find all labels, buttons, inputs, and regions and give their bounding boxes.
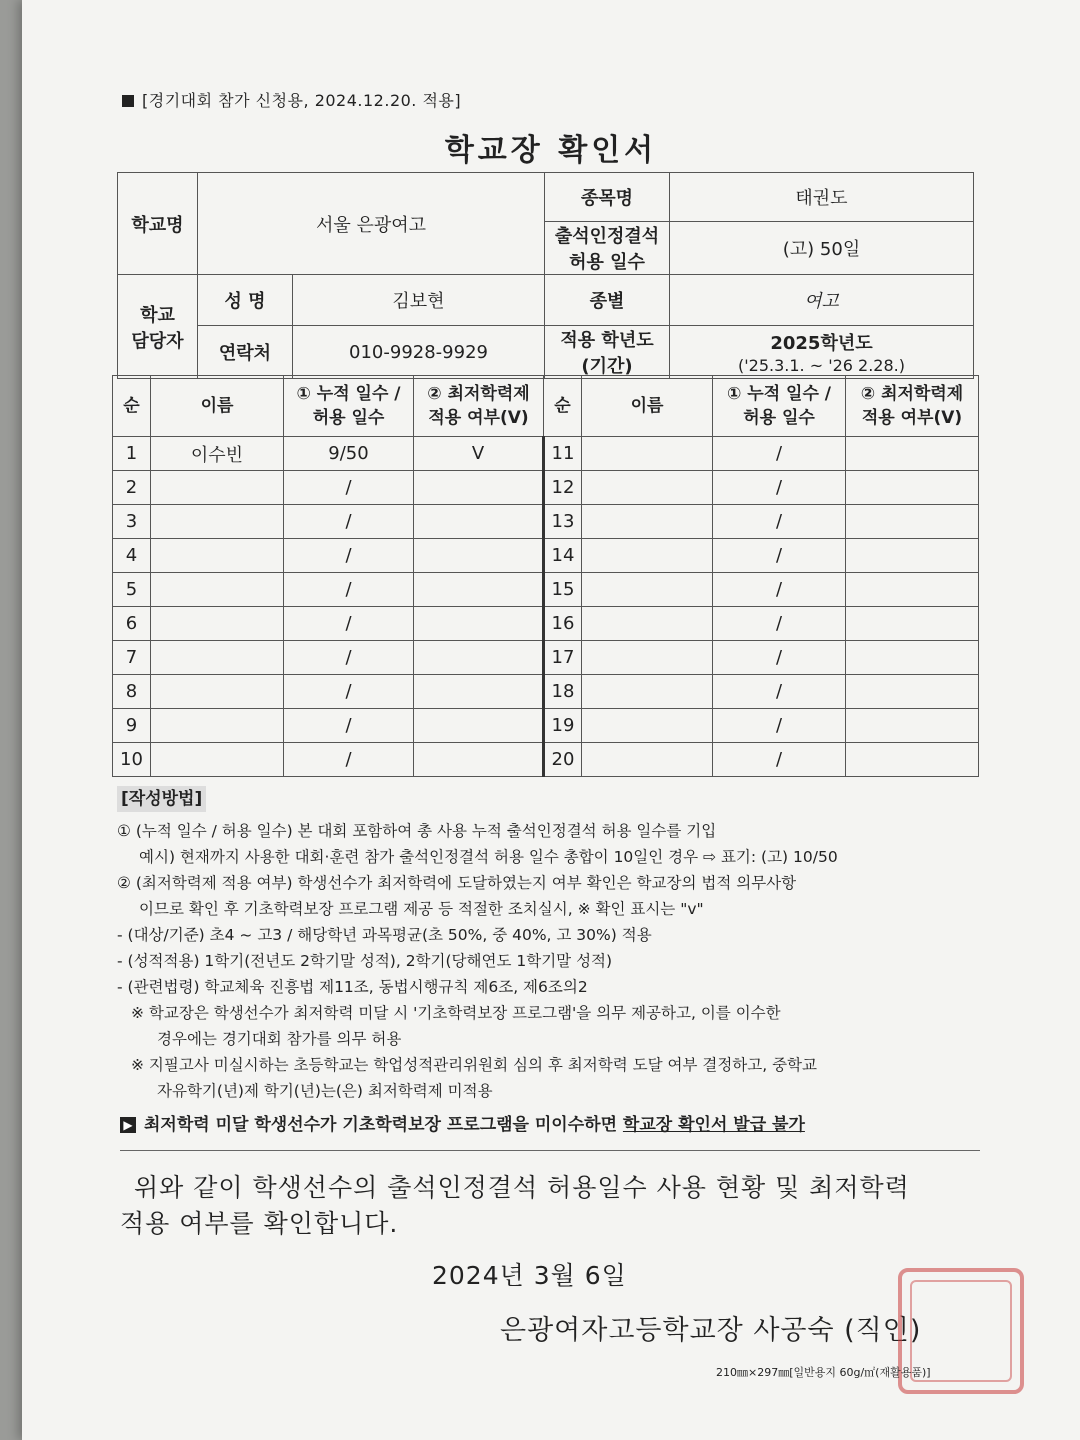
table-row	[113, 743, 979, 777]
row-days-2: /	[713, 539, 846, 573]
row-name-2	[582, 539, 713, 573]
row-days: /	[284, 539, 414, 573]
row-min-2	[846, 607, 979, 641]
note-target: - (대상/기준) 초4 ~ 고3 / 해당학년 과목평균(초 50%, 중 40%, 고 30%) 적용	[117, 926, 652, 944]
row-days: /	[284, 709, 414, 743]
header-min-2	[846, 376, 979, 437]
issue-date: 2024년 3월 6일	[432, 1261, 627, 1290]
header-min2-line2: 적용 여부(V)	[861, 408, 963, 428]
row-name	[151, 743, 284, 777]
row-no-2: 12	[544, 471, 582, 505]
row-min	[414, 641, 544, 675]
name-value: 김보현	[293, 275, 545, 326]
row-days: /	[284, 675, 414, 709]
contact-value: 010-9928-9929	[293, 326, 545, 379]
header-min-line2: 적용 여부(V)	[428, 408, 529, 428]
year-label-line2: (기간)	[581, 356, 633, 377]
row-no: 1	[113, 437, 151, 471]
row-days: /	[284, 573, 414, 607]
manager-label	[118, 275, 198, 379]
header-no-2: 순	[544, 376, 582, 437]
allowed-label-line1: 출석인정결석	[554, 226, 660, 247]
row-no: 3	[113, 505, 151, 539]
divider	[120, 1150, 980, 1151]
row-no-2: 13	[544, 505, 582, 539]
row-no: 9	[113, 709, 151, 743]
row-days-2: /	[713, 607, 846, 641]
row-no: 8	[113, 675, 151, 709]
year-value-line1: 2025학년도	[770, 332, 873, 354]
row-min	[414, 709, 544, 743]
row-min	[414, 573, 544, 607]
table-row	[113, 607, 979, 641]
school-label: 학교명	[118, 173, 198, 275]
header-min	[414, 376, 544, 437]
row-days: /	[284, 505, 414, 539]
document-page	[22, 0, 1080, 1440]
year-value	[670, 326, 974, 379]
table-row	[113, 471, 979, 505]
header-no: 순	[113, 376, 151, 437]
row-name	[151, 607, 284, 641]
row-days-2: /	[713, 641, 846, 675]
row-min-2	[846, 505, 979, 539]
row-no-2: 18	[544, 675, 582, 709]
note-elementary: ※ 지필고사 미실시하는 초등학교는 학업성적관리위원회 심의 후 최저학력 도달 여부 결정하고, 중학교	[131, 1056, 818, 1074]
row-days-2: /	[713, 437, 846, 471]
sport-value: 태권도	[670, 173, 974, 222]
row-days-2: /	[713, 505, 846, 539]
note-1: ① (누적 일수 / 허용 일수) 본 대회 포함하여 총 사용 누적 출석인정결석 허용 일수를 기입	[117, 822, 717, 840]
row-name-2	[582, 607, 713, 641]
allowed-days-label	[545, 222, 670, 275]
note-2: ② (최저학력제 적용 여부) 학생선수가 최저학력에 도달하였는지 여부 확인은 학교장의 법적 의무사항	[117, 874, 797, 892]
row-min: V	[414, 437, 544, 471]
header-min2-line1: ② 최저학력제	[860, 384, 964, 404]
row-name	[151, 675, 284, 709]
note-1-example: 예시) 현재까지 사용한 대회·훈련 참가 출석인정결석 허용 일수 총합이 10일인 경우 ⇨ 표기: (고) 10/50	[139, 848, 838, 866]
table-row	[113, 505, 979, 539]
gender-value: 여고	[670, 275, 974, 326]
header-days-2	[713, 376, 846, 437]
table-row	[113, 539, 979, 573]
row-name-2	[582, 437, 713, 471]
header-name-2: 이름	[582, 376, 713, 437]
row-no: 6	[113, 607, 151, 641]
header-min-line1: ② 최저학력제	[427, 384, 530, 404]
row-min-2	[846, 641, 979, 675]
row-min	[414, 471, 544, 505]
row-no-2: 19	[544, 709, 582, 743]
name-label: 성 명	[198, 275, 293, 326]
year-label-line1: 적용 학년도	[560, 330, 654, 351]
header-days-line2: 허용 일수	[312, 408, 385, 428]
header-days	[284, 376, 414, 437]
year-label	[545, 326, 670, 379]
note-principal-cont: 경우에는 경기대회 참가를 의무 허용	[157, 1030, 402, 1048]
row-min	[414, 607, 544, 641]
instructions-heading: [작성방법]	[117, 786, 206, 812]
row-no-2: 17	[544, 641, 582, 675]
row-min	[414, 505, 544, 539]
row-days: /	[284, 641, 414, 675]
row-name	[151, 539, 284, 573]
row-name-2	[582, 709, 713, 743]
sport-label: 종목명	[545, 173, 670, 222]
school-value: 서울 은광여고	[198, 173, 545, 275]
header-days-line1: ① 누적 일수 /	[296, 384, 401, 404]
header-name: 이름	[151, 376, 284, 437]
row-no: 5	[113, 573, 151, 607]
note-2-cont: 이므로 확인 후 기초학력보장 프로그램 제공 등 적절한 조치실시, ※ 확인 표시는 "v"	[139, 900, 704, 918]
table-row	[113, 573, 979, 607]
document-subtitle	[122, 88, 461, 111]
note-law: - (관련법령) 학교체육 진흥법 제11조, 동법시행규칙 제6조, 제6조의2	[117, 978, 588, 996]
warning-underlined: 학교장 확인서 발급 불가	[622, 1115, 805, 1135]
document-title: 학교장 확인서	[444, 133, 658, 168]
gender-label: 종별	[545, 275, 670, 326]
contact-label: 연락처	[198, 326, 293, 379]
confirm-line1: 위와 같이 학생선수의 출석인정결석 허용일수 사용 현황 및 최저학력	[134, 1173, 910, 1202]
row-name-2	[582, 641, 713, 675]
row-name-2	[582, 505, 713, 539]
row-name-2	[582, 471, 713, 505]
row-days-2: /	[713, 709, 846, 743]
row-days: 9/50	[284, 437, 414, 471]
header-days2-line1: ① 누적 일수 /	[726, 384, 832, 404]
row-min-2	[846, 539, 979, 573]
row-days: /	[284, 743, 414, 777]
student-table	[112, 375, 979, 777]
row-name	[151, 709, 284, 743]
row-days-2: /	[713, 573, 846, 607]
signer: 은광여자고등학교장 사공숙 (직인)	[500, 1315, 922, 1346]
row-name: 이수빈	[151, 437, 284, 471]
row-min-2	[846, 675, 979, 709]
arrow-right-icon: ▶	[120, 1117, 136, 1133]
note-elementary-cont: 자유학기(년)제 학기(년)는(은) 최저학력제 미적용	[157, 1082, 493, 1100]
row-name	[151, 573, 284, 607]
row-days-2: /	[713, 471, 846, 505]
note-principal: ※ 학교장은 학생선수가 최저학력 미달 시 '기초학력보장 프로그램'을 의무 제공하고, 이를 이수한	[131, 1004, 781, 1022]
row-days-2: /	[713, 675, 846, 709]
row-name-2	[582, 573, 713, 607]
allowed-days-value: (고) 50일	[670, 222, 974, 275]
instructions	[117, 786, 987, 1104]
table-row	[113, 437, 979, 471]
row-min	[414, 743, 544, 777]
warning-text: 최저학력 미달 학생선수가 기초학력보장 프로그램을 미이수하면	[144, 1115, 617, 1135]
row-no-2: 20	[544, 743, 582, 777]
manager-label-line2: 담당자	[131, 330, 184, 352]
row-name-2	[582, 675, 713, 709]
row-min-2	[846, 709, 979, 743]
row-no: 4	[113, 539, 151, 573]
row-min	[414, 539, 544, 573]
square-bullet-icon	[122, 95, 134, 107]
row-days: /	[284, 471, 414, 505]
row-no: 7	[113, 641, 151, 675]
row-name	[151, 471, 284, 505]
note-grades: - (성적적용) 1학기(전년도 2학기말 성적), 2학기(당해연도 1학기말 성적)	[117, 952, 613, 970]
paper-info: 210㎜×297㎜[일반용지 60g/㎡(재활용품)]	[716, 1366, 931, 1379]
row-no-2: 15	[544, 573, 582, 607]
info-table	[117, 172, 974, 379]
row-no: 2	[113, 471, 151, 505]
table-row	[113, 641, 979, 675]
table-row	[113, 675, 979, 709]
row-name	[151, 641, 284, 675]
warning-line	[120, 1110, 805, 1135]
subtitle-text: [경기대회 참가 신청용, 2024.12.20. 적용]	[142, 91, 462, 110]
confirmation-text	[120, 1170, 980, 1242]
row-min-2	[846, 471, 979, 505]
row-days: /	[284, 607, 414, 641]
confirm-line2: 적용 여부를 확인합니다.	[120, 1209, 399, 1238]
row-name	[151, 505, 284, 539]
row-no: 10	[113, 743, 151, 777]
row-no-2: 11	[544, 437, 582, 471]
row-min-2	[846, 573, 979, 607]
row-min	[414, 675, 544, 709]
row-days-2: /	[713, 743, 846, 777]
table-row	[113, 709, 979, 743]
row-no-2: 16	[544, 607, 582, 641]
row-name-2	[582, 743, 713, 777]
allowed-label-line2: 허용 일수	[569, 252, 645, 273]
row-min-2	[846, 743, 979, 777]
row-no-2: 14	[544, 539, 582, 573]
manager-label-line1: 학교	[140, 304, 175, 326]
row-min-2	[846, 437, 979, 471]
year-value-line2: ('25.3.1. ~ '26 2.28.)	[738, 355, 905, 375]
header-days2-line2: 허용 일수	[743, 408, 815, 428]
